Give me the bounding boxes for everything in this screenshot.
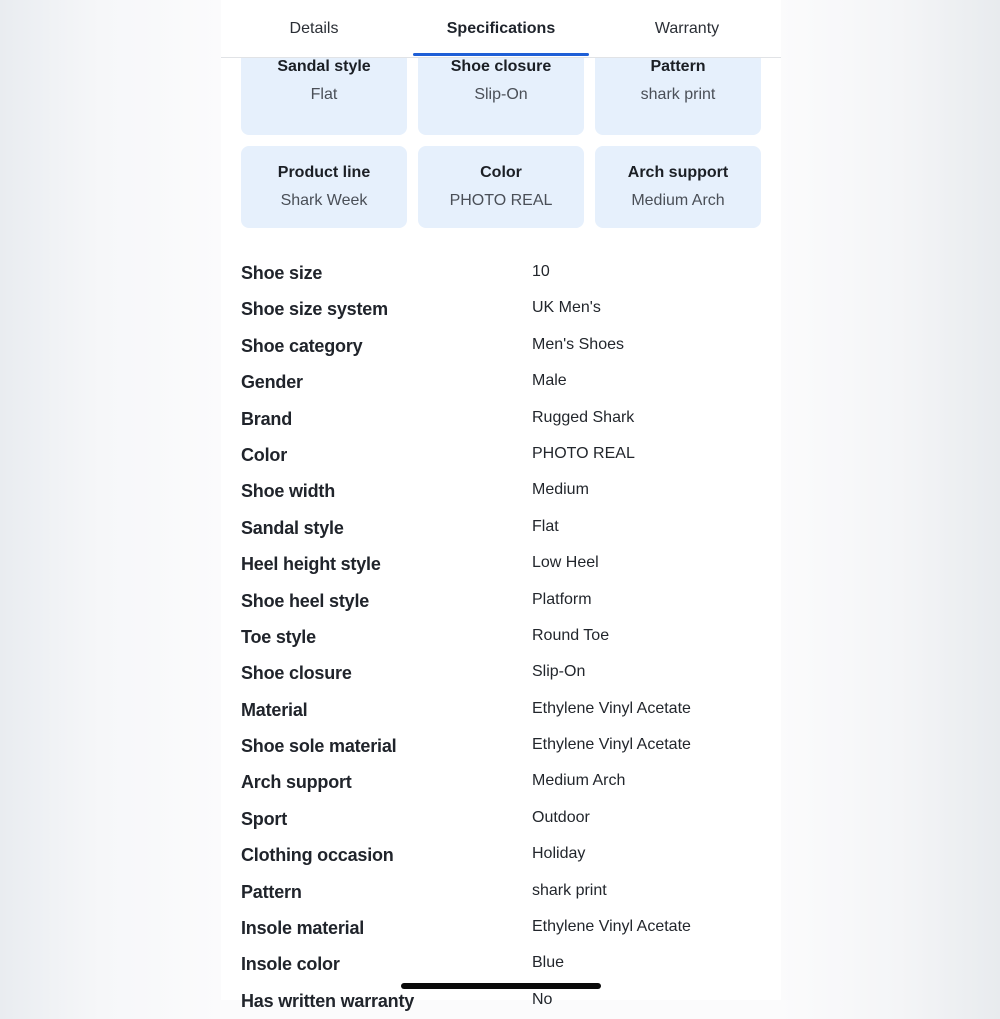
highlight-card (595, 146, 761, 228)
spec-row (241, 437, 771, 473)
spec-label: Clothing occasion (241, 845, 394, 866)
active-tab-indicator (413, 53, 589, 56)
spec-value: Slip-On (532, 663, 586, 681)
spec-label: Insole color (241, 954, 340, 975)
spec-label: Brand (241, 408, 293, 429)
spec-label: Pattern (241, 881, 302, 902)
spec-value: Rugged Shark (532, 408, 635, 426)
spec-row (241, 692, 771, 728)
highlight-card-title: Pattern (650, 58, 706, 75)
spec-value: Round Toe (532, 626, 610, 644)
specifications-list (241, 255, 771, 1019)
spec-row (241, 401, 771, 437)
spec-value: Platform (532, 590, 592, 608)
tab-details[interactable]: Details (289, 20, 339, 37)
spec-label: Shoe sole material (241, 736, 397, 757)
spec-label: Heel height style (241, 554, 381, 575)
spec-value: Outdoor (532, 808, 590, 826)
spec-row (241, 874, 771, 910)
tab-specifications[interactable]: Specifications (446, 20, 556, 37)
spec-value: Medium (532, 481, 589, 499)
highlight-card-title: Color (480, 164, 522, 181)
spec-row (241, 473, 771, 509)
spec-value: Low Heel (532, 554, 599, 572)
spec-value: PHOTO REAL (532, 444, 635, 462)
spec-row (241, 291, 771, 327)
spec-value: UK Men's (532, 299, 601, 317)
spec-label: Gender (241, 372, 303, 393)
spec-value: Medium Arch (532, 772, 626, 790)
spec-label: Shoe heel style (241, 590, 370, 611)
highlight-card-title: Arch support (627, 164, 729, 181)
spec-value: Ethylene Vinyl Acetate (532, 736, 691, 754)
spec-row (241, 946, 771, 982)
spec-label: Shoe size (241, 263, 323, 283)
spec-row (241, 510, 771, 546)
spec-row (241, 910, 771, 946)
spec-label: Shoe width (241, 481, 335, 502)
spec-value: Ethylene Vinyl Acetate (532, 699, 691, 717)
spec-value: No (532, 990, 553, 1008)
spec-row (241, 328, 771, 364)
spec-row (241, 546, 771, 582)
product-specifications-screen (221, 0, 781, 1011)
spec-row (241, 583, 771, 619)
home-indicator[interactable] (401, 983, 601, 989)
spec-row (241, 801, 771, 837)
spec-row (241, 655, 771, 691)
spec-label: Sandal style (241, 517, 344, 538)
spec-label: Arch support (241, 772, 352, 793)
highlight-card-value: shark print (640, 86, 716, 103)
highlight-card-title: Product line (277, 164, 371, 181)
spec-row (241, 364, 771, 400)
spec-row (241, 728, 771, 764)
spec-label: Shoe size system (241, 299, 388, 320)
highlight-card (241, 146, 407, 228)
highlight-card-value: PHOTO REAL (449, 192, 553, 209)
spec-value: Flat (532, 517, 559, 535)
spec-label: Shoe closure (241, 663, 352, 684)
spec-value: Blue (532, 954, 565, 972)
spec-label: Shoe category (241, 335, 363, 356)
spec-label: Insole material (241, 918, 365, 939)
highlight-card-value: Slip-On (474, 86, 528, 103)
highlight-card-title: Sandal style (277, 58, 371, 75)
spec-label: Material (241, 699, 308, 720)
highlight-card (418, 146, 584, 228)
spec-row (241, 837, 771, 873)
spec-row (241, 619, 771, 655)
tab-bar (221, 0, 781, 58)
spec-label: Has written warranty (241, 990, 415, 1011)
highlight-card-title: Shoe closure (450, 58, 552, 75)
spec-value: Male (532, 372, 567, 390)
highlight-card-value: Flat (310, 86, 338, 103)
spec-value: Ethylene Vinyl Acetate (532, 918, 691, 936)
spec-value: Men's Shoes (532, 335, 624, 353)
spec-row (241, 764, 771, 800)
spec-label: Toe style (241, 626, 316, 647)
spec-label: Color (241, 444, 287, 465)
highlight-card-value: Medium Arch (631, 192, 725, 209)
spec-row (241, 255, 771, 291)
spec-value: 10 (532, 263, 550, 280)
spec-value: shark print (532, 881, 607, 899)
spec-value: Holiday (532, 845, 586, 863)
tab-warranty[interactable]: Warranty (654, 20, 720, 37)
highlight-card-value: Shark Week (280, 192, 368, 209)
spec-label: Sport (241, 808, 287, 829)
